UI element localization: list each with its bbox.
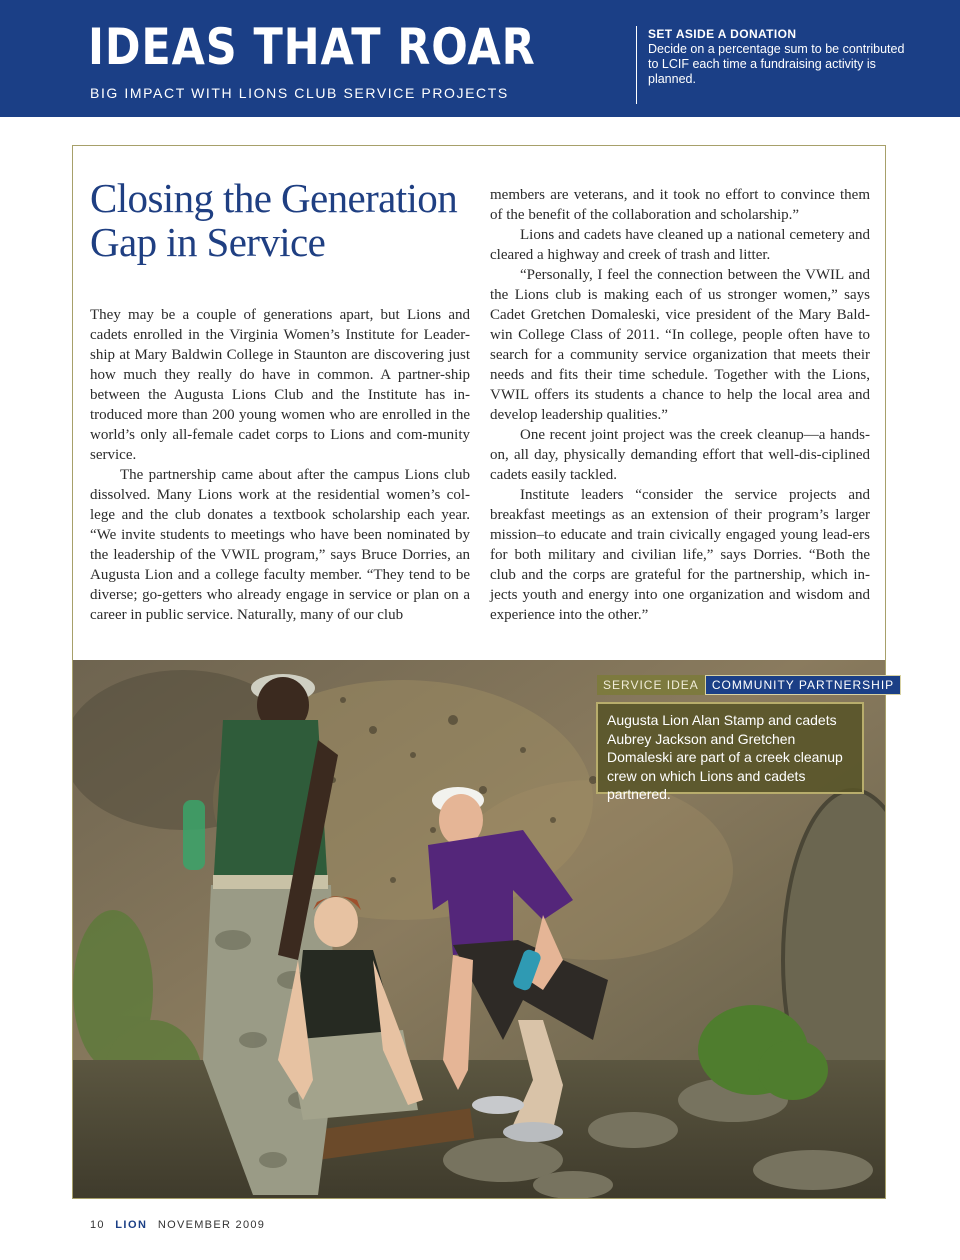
article-paragraph: Lions and cadets have cleaned up a national cemetery and cleared a highway and creek of trash and litter.: [490, 227, 870, 263]
article-paragraph: They may be a couple of generations apart, but Lions and cadets enrolled in the Virginia Women’s Institute for Leader-ship at Mary Baldwin College in Staunton are discovering just how much they really do have in common. A partner-ship between the Augusta Lions Club and the Institute has in-troduced more than 200 young women who are enrolled in the world’s only all-female cadet corps to Lions and com-munity service.: [90, 307, 470, 463]
article-headline: Closing the Generation Gap in Service: [90, 175, 458, 265]
issue-date: NOVEMBER 2009: [157, 1219, 266, 1231]
article-paragraph: The partnership came about after the campus Lions club dissolved. Many Lions work at the residential women’s col-lege and the club donates a textbook scholarship each year. “We invite students to meetings who have been nominated by the leadership of the VWIL program,” says Bruce Dorries, an Augusta Lion and a college faculty member. “They tend to be diverse; go-getters who already engage in service or plan on a career in public service. Naturally, many of our club: [90, 467, 470, 623]
article-column-right: [490, 185, 870, 625]
article-paragraph: Institute leaders “consider the service projects and breakfast meetings as an extension of their program’s larger mission–to educate and train civically engaged young lead-ers for both military and civilian life,” says Dorries. “Both the club and the corps are grateful for the partnership, which in-jects youth and energy into one organization and wisdom and experience into the other.”: [490, 487, 870, 623]
donation-tip: [648, 27, 908, 87]
photo-caption: Augusta Lion Alan Stamp and cadets Aubrey Jackson and Gretchen Domaleski are part of a creek cleanup crew on which Lions and cadets partnered.: [596, 702, 864, 794]
tip-heading: SET ASIDE A DONATION: [648, 27, 797, 41]
section-subtitle: BIG IMPACT WITH LIONS CLUB SERVICE PROJECTS: [90, 85, 509, 101]
tag-category: COMMUNITY PARTNERSHIP: [705, 675, 901, 695]
magazine-name: LION: [115, 1219, 148, 1231]
page-footer: [90, 1219, 265, 1231]
header-divider: [636, 26, 637, 104]
article-paragraph: “Personally, I feel the connection between the VWIL and the Lions club is making each of us stronger women,” says Cadet Gretchen Domaleski, vice president of the Mary Bald-win College Class of 2011. “In college, people often have to search for a community service organization that meets their needs and fits their time schedule. Together with the Lions, VWIL offers its students a chance to help the local area and develop leadership qualities.”: [490, 267, 870, 423]
tag-label: SERVICE IDEA: [597, 675, 705, 695]
section-title: IDEAS THAT ROAR: [88, 18, 536, 76]
header-band: [0, 0, 960, 117]
article-paragraph: members are veterans, and it took no effort to convince them of the benefit of the collaboration and scholarship.”: [490, 187, 870, 223]
tip-body: Decide on a percentage sum to be contributed to LCIF each time a fundraising activity is planned.: [648, 42, 905, 86]
page-number: 10: [90, 1219, 105, 1231]
article-paragraph: One recent joint project was the creek cleanup—a hands-on, all day, physically demanding effort that well-dis-ciplined cadets easily tackled.: [490, 427, 870, 483]
article-column-left: [90, 305, 470, 625]
service-idea-tag: [597, 675, 901, 695]
